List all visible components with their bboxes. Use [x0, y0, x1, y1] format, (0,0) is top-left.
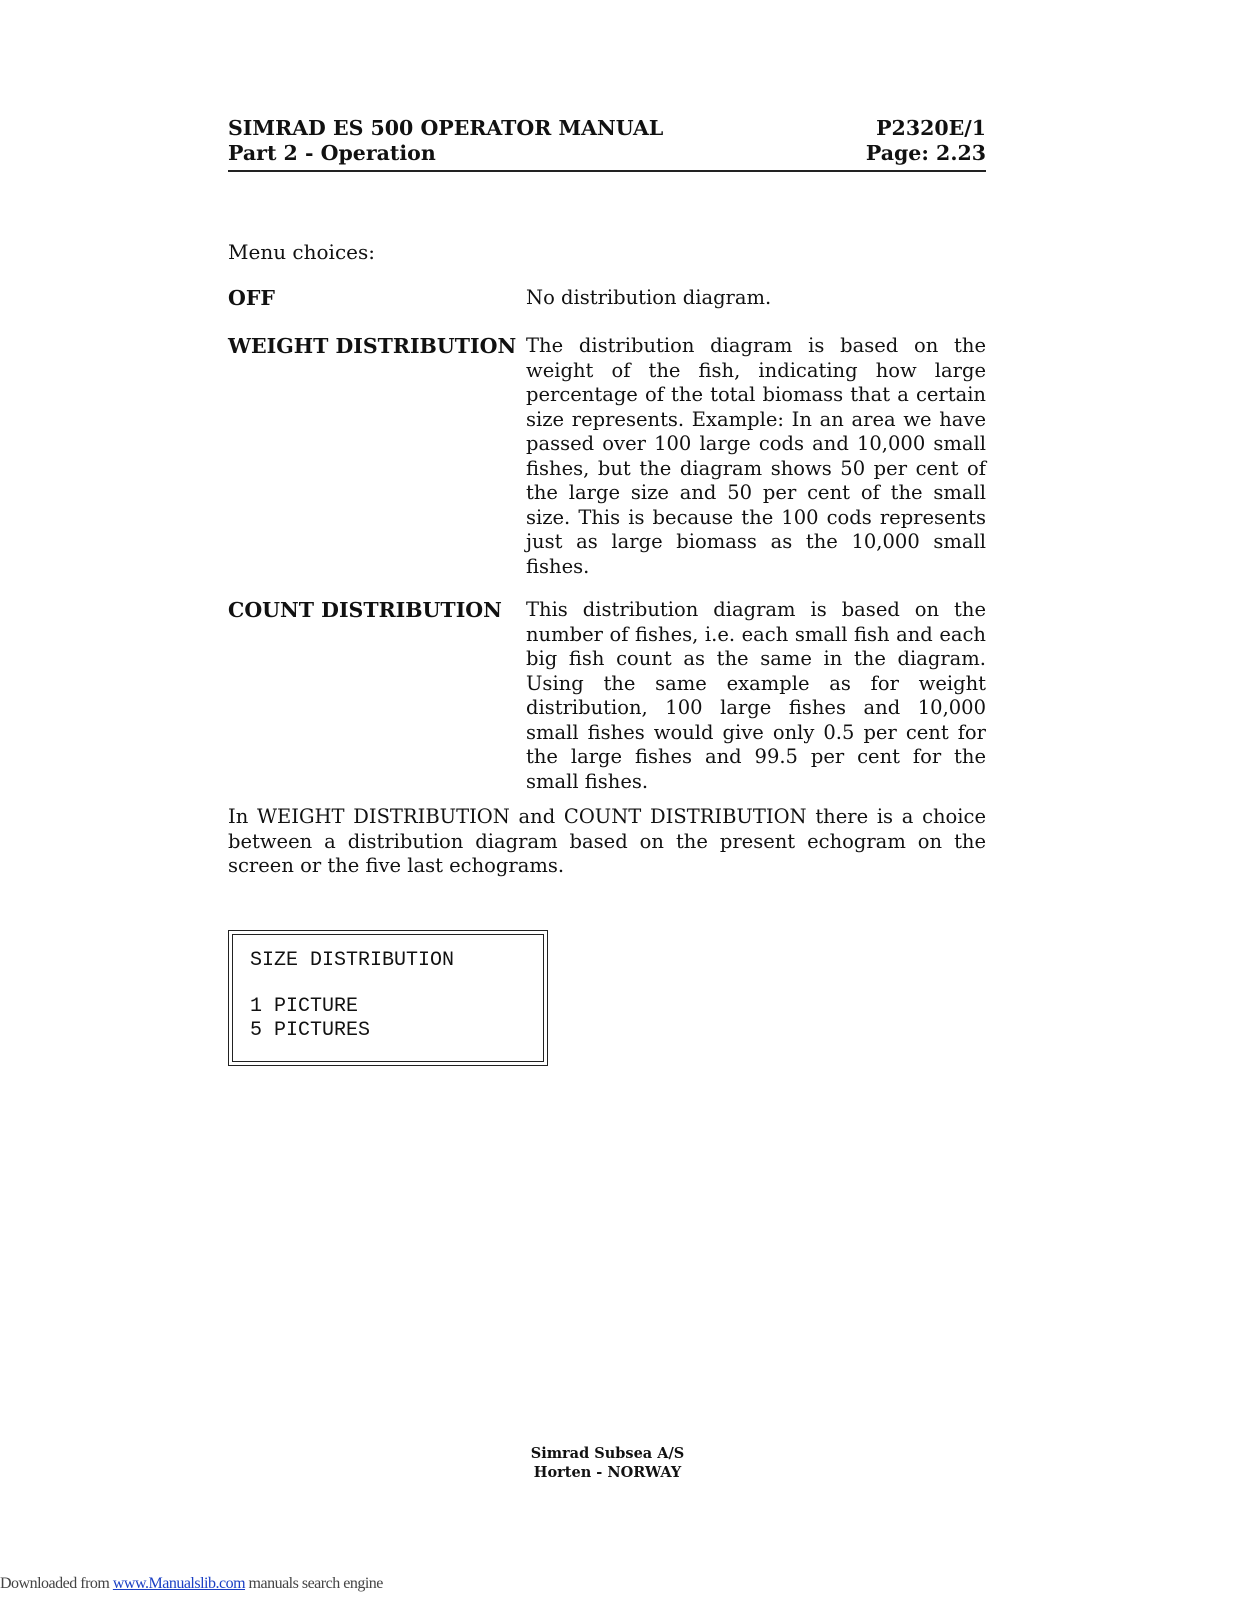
footer-company-block	[500, 1444, 715, 1482]
footer-company-name: Simrad Subsea A/S	[530, 1445, 685, 1462]
distribution-choice-paragraph: In WEIGHT DISTRIBUTION and COUNT DISTRIBUTION there is a choice between a distribution diagram based on the present echogram on the screen or the five last echograms.	[228, 805, 986, 877]
entry-description: This distribution diagram is based on the number of fishes, i.e. each small fish and each big fish count as the same in the diagram. Using the same example as for weight distribution, 100 large fishes and 10,000 small fishes would give only 0.5 per cent for the large fishes and 99.5 per cent for the small fishes.	[526, 598, 986, 793]
manual-title: SIMRAD ES 500 OPERATOR MANUAL	[228, 116, 664, 140]
doc-number: P2320E/1	[876, 116, 986, 140]
header-row-bottom	[228, 141, 986, 166]
size-distribution-menu	[228, 930, 548, 1066]
download-note	[0, 1575, 383, 1593]
entry-description: The distribution diagram is based on the weight of the fish, indicating how large percentage of the total biomass that a certain size represents. Example: In an area we have passed over 100 large cods and 10,000 small fishes, but the diagram shows 50 per cent of the large size and 50 per cent of the small size. This is because the 100 cods represents just as large biomass as the 10,000 small fishes.	[526, 334, 986, 578]
page-header	[228, 116, 986, 172]
header-row-top	[228, 116, 986, 141]
download-note-prefix: Downloaded from	[0, 1575, 113, 1592]
menu-option-1-picture[interactable]: 1 PICTURE	[250, 995, 359, 1018]
entry-term: WEIGHT DISTRIBUTION	[228, 334, 517, 358]
menu-choices-intro: Menu choices:	[228, 240, 375, 264]
section-title: Part 2 - Operation	[228, 141, 436, 165]
menu-inner-frame	[232, 934, 544, 1062]
page-number: Page: 2.23	[865, 141, 986, 165]
entry-description: No distribution diagram.	[526, 286, 772, 309]
menu-title: SIZE DISTRIBUTION	[250, 949, 455, 972]
entry-term: COUNT DISTRIBUTION	[228, 598, 502, 622]
manualslib-link[interactable]: www.Manualslib.com	[112, 1575, 246, 1592]
footer-company-location: Horten - NORWAY	[533, 1464, 682, 1481]
entry-term: OFF	[228, 286, 275, 310]
download-note-suffix: manuals search engine	[245, 1575, 383, 1592]
menu-option-5-pictures[interactable]: 5 PICTURES	[250, 1019, 371, 1042]
